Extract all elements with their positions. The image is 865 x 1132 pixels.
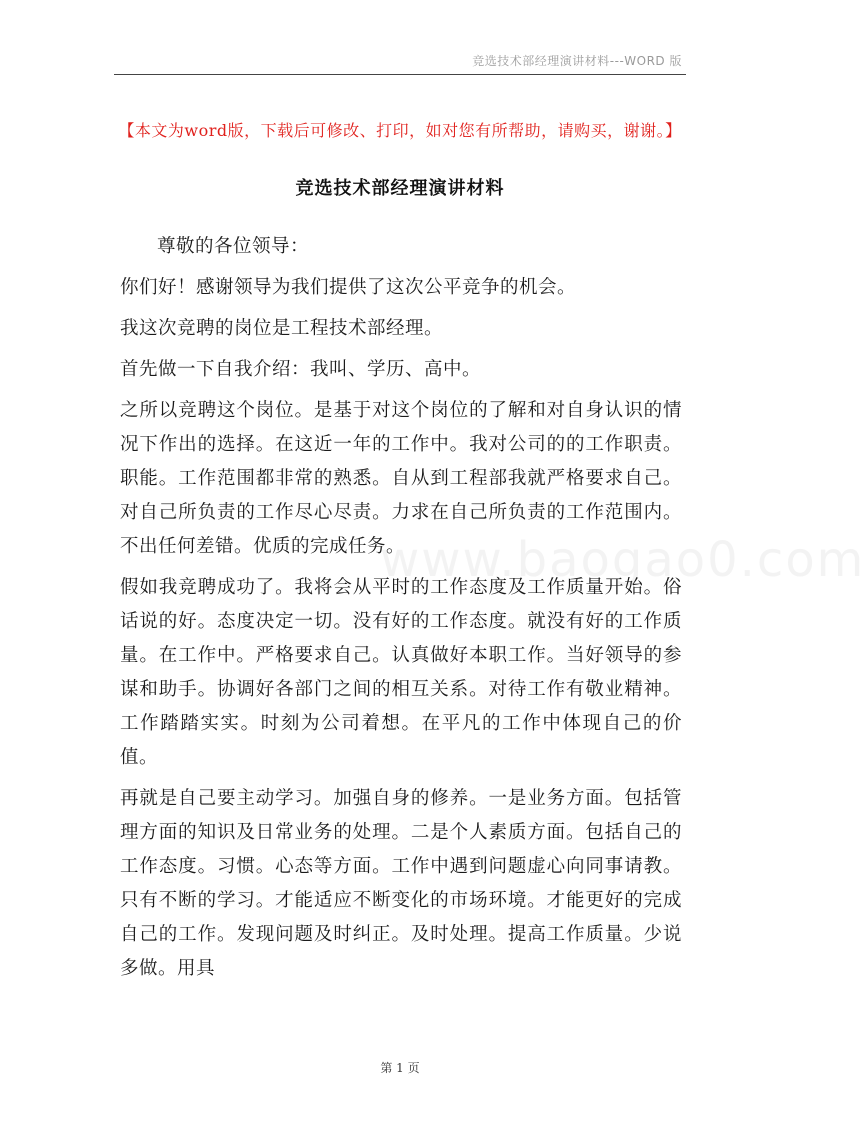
header-divider (114, 74, 686, 75)
document-body (120, 230, 682, 993)
body-paragraph: 之所以竞聘这个岗位。是基于对这个岗位的了解和对自身认识的情况下作出的选择。在这近一年的工作中。我对公司的的工作职责。职能。工作范围都非常的熟悉。自从到工程部我就严格要求自己。对自己所负责的工作尽心尽责。力求在自己所负责的工作范围内。不出任何差错。优质的完成任务。 (120, 400, 682, 557)
page-number: 第 1 页 (380, 1061, 420, 1075)
body-paragraph: 你们好！感谢领导为我们提供了这次公平竞争的机会。 (120, 277, 577, 298)
body-paragraph: 我这次竞聘的岗位是工程技术部经理。 (120, 318, 444, 339)
document-title: 竞选技术部经理演讲材料 (295, 178, 505, 199)
body-paragraph: 首先做一下自我介绍：我叫、学历、高中。 (120, 359, 482, 380)
body-paragraph: 假如我竞聘成功了。我将会从平时的工作态度及工作质量开始。俗话说的好。态度决定一切。没有好的工作态度。就没有好的工作质量。在工作中。严格要求自己。认真做好本职工作。当好领导的参谋和助手。协调好各部门之间的相互关系。对待工作有敬业精神。工作踏踏实实。时刻为公司着想。在平凡的工作中体现自己的价值。 (120, 577, 682, 768)
body-paragraph: 再就是自己要主动学习。加强自身的修养。一是业务方面。包括管理方面的知识及日常业务的处理。二是个人素质方面。包括自己的工作态度。习惯。心态等方面。工作中遇到问题虚心向同事请教。只有不断的学习。才能适应不断变化的市场环境。才能更好的完成自己的工作。发现问题及时纠正。及时处理。提高工作质量。少说多做。用具 (120, 788, 682, 979)
download-notice: 【本文为word版，下载后可修改、打印，如对您有所帮助，请购买，谢谢。】 (118, 121, 682, 140)
running-header: 竞选技术部经理演讲材料---WORD 版 (472, 54, 682, 68)
watermark: www.baogao0.com (380, 532, 865, 588)
salutation-paragraph: 尊敬的各位领导： (157, 236, 310, 257)
